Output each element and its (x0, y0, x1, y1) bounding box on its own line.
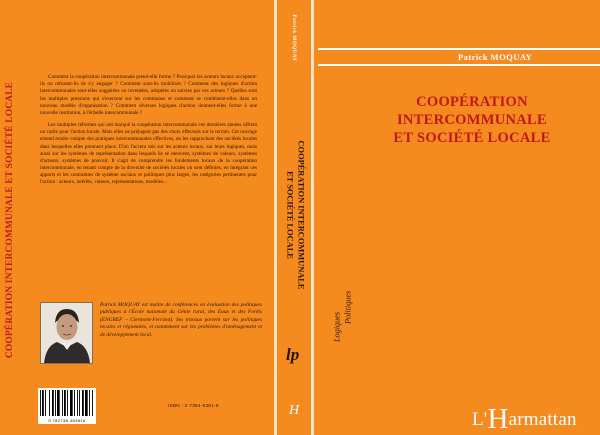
barcode-bar (62, 390, 63, 416)
blurb-paragraph-1: Comment la coopération intercommunale prend-elle forme ? Pourquoi les acteurs locaux acceptent-ils ou refusent-ils de s'y engager ? Comment sont-ils mobilisés ? Comment des logiques d'action intercommunales sont-elles suggérées ou inventées, adoptées ou suivies par ces acteurs ? Quelles sont les multiples pressions qui s'exercent sur les communes et comment se combinent-elles dans un nouveau modèle d'organisation ? Comment diverses logiques d'action donnent-elles forme à une nouvelle institution, à l'échelle intercommunale ? (40, 74, 257, 116)
spine-title (285, 100, 306, 330)
front-title-line-2: INTERCOMMUNALE (396, 111, 547, 128)
author-portrait-image (41, 303, 92, 363)
series-line-1: Logiques (332, 311, 342, 342)
author-bio: Patrick MOQUAY est maître de conférences en évaluation des politiques publiques à l'École nationale du Génie rural, des Eaux et des Forêts (ENGREF – Clermont-Ferrand). Ses travaux portent sur les politiques locales et régionales, et notamment sur les problèmes d'aménagement et de développement local. (100, 302, 262, 338)
series-line-2: Politiques (343, 290, 352, 324)
back-cover-blurb (40, 74, 257, 192)
spine-author: Patrick MOQUAY (291, 14, 297, 62)
back-cover-vertical-title (2, 30, 18, 410)
front-author: Patrick MOQUAY (458, 52, 533, 62)
barcode (38, 388, 96, 424)
barcode-bar (67, 390, 68, 416)
barcode-bar (89, 390, 90, 416)
author-band (318, 48, 600, 66)
series-name-area (328, 240, 358, 344)
barcode-bar (79, 390, 80, 416)
blurb-paragraph-2: Les multiples réformes qui ont marqué la coopération intercommunale ces dernières années offrent un cadre pour l'action locale. Mais elles ne préjugent pas des choix effectués sur le terrain. Cet ouvrage entend rendre compte des pratiques intercommunales effectives, en les rapprochant des sociétés locales dans lesquelles elles prennent place. D'où l'accent mis sur les acteurs locaux, sur leurs logiques, mais aussi sur les systèmes de représentation dans lesquels ils se meuvent, systèmes de valeurs, systèmes d'acteurs, systèmes de pouvoir. Il s'agit de comprendre les fondements locaux de la coopération intercommunale, en tenant compte de la diversité de sociétés locales où sont définies, en intégrant ces apports et les contraintes de système sociaux et politiques plus larges, les catégories pertinentes pour l'action : acteurs, intérêts, valeurs, représentations, modèles... (40, 122, 257, 186)
back-cover-title-text: COOPÉRATION INTERCOMMUNALE ET SOCIÉTÉ LOCALE (5, 81, 15, 359)
barcode-bar (49, 390, 50, 416)
barcode-bars (38, 388, 96, 417)
spine-publisher-logo (282, 398, 306, 424)
barcode-bar (40, 390, 41, 416)
front-title-line-1: COOPÉRATION (416, 94, 528, 110)
spine-title-line-2: ET SOCIÉTÉ LOCALE (286, 171, 295, 259)
front-title-line-3: ET SOCIÉTÉ LOCALE (393, 129, 551, 146)
spine-publisher-mark: H (288, 403, 300, 418)
spine-title-line-1: COOPÉRATION INTERCOMMUNALE (296, 140, 306, 290)
front-cover (318, 0, 600, 435)
barcode-number: 9 782738 463816 (48, 418, 86, 423)
barcode-bar (74, 390, 75, 416)
series-logo: lp (286, 345, 300, 364)
author-photo (40, 302, 93, 364)
spine-divider-left (274, 0, 277, 435)
spine-divider-right (311, 0, 314, 435)
publisher-prefix: L' (472, 409, 488, 430)
series-name (332, 240, 353, 344)
barcode-bar (57, 390, 60, 416)
spine (272, 0, 316, 435)
barcode-bar (64, 390, 66, 416)
isbn: ISBN : 2-7384-6381-9 (168, 403, 219, 408)
barcode-bar (70, 390, 73, 416)
publisher-logo (472, 400, 577, 433)
publisher-initial: H (487, 403, 509, 435)
back-cover (0, 0, 272, 435)
spine-title-area (280, 100, 310, 330)
barcode-bar (77, 390, 78, 416)
barcode-bar (92, 390, 93, 416)
barcode-bar (55, 390, 56, 416)
barcode-bar (52, 390, 54, 416)
barcode-bar (42, 390, 44, 416)
spine-author-area (281, 0, 307, 76)
front-title (352, 94, 592, 148)
barcode-bar (85, 390, 88, 416)
barcode-bar (82, 390, 84, 416)
publisher-name-rest: armattan (508, 409, 577, 430)
barcode-bar (45, 390, 46, 416)
